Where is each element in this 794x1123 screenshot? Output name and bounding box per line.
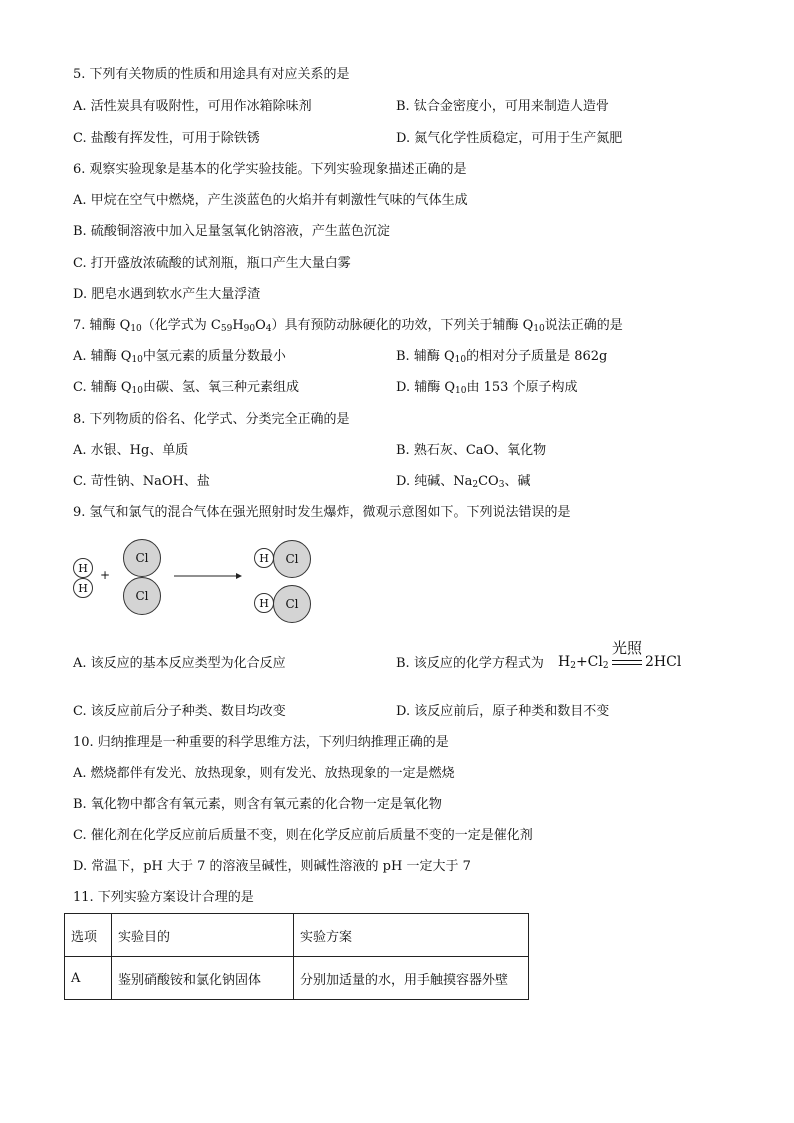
table-header-cell: 选项: [65, 914, 112, 957]
q7-option-a: A. 辅酶 $Q_{10}$中氢元素的质量分数最小: [73, 349, 286, 365]
q9-option-c: C. 该反应前后分子种类、数目均改变: [73, 704, 286, 719]
chlorine-atom: Cl: [273, 540, 311, 578]
q6-option-c: C. 打开盛放浓硫酸的试剂瓶，瓶口产生大量白雾: [73, 256, 351, 271]
q5-stem: 5. 下列有关物质的性质和用途具有对应关系的是: [73, 67, 350, 82]
table-cell: A: [65, 957, 112, 1000]
q10-option-c: C. 催化剂在化学反应前后质量不变，则在化学反应前后质量不变的一定是催化剂: [73, 828, 533, 843]
q10-option-a: A. 燃烧都伴有发光、放热现象，则有发光、放热现象的一定是燃烧: [73, 766, 455, 781]
q9-option-b: B. 该反应的化学方程式为: [396, 656, 544, 671]
q9-option-d: D. 该反应前后，原子种类和数目不变: [396, 704, 610, 719]
chlorine-atom: Cl: [123, 539, 161, 577]
reaction-condition: 光照: [612, 639, 643, 657]
q11-stem: 11. 下列实验方案设计合理的是: [73, 890, 254, 905]
q6-stem: 6. 观察实验现象是基本的化学实验技能。下列实验现象描述正确的是: [73, 162, 467, 177]
hydrogen-atom: H: [254, 593, 274, 613]
plus-sign: +: [100, 568, 111, 582]
q5-option-c: C. 盐酸有挥发性，可用于除铁锈: [73, 131, 260, 146]
q5-option-d: D. 氮气化学性质稳定，可用于生产氮肥: [396, 131, 623, 146]
hydrogen-atom: H: [73, 578, 93, 598]
q8-option-d: D. 纯碱、$Na_2CO_3$、碱: [396, 474, 531, 490]
table-cell: 鉴别硝酸铵和氯化钠固体: [112, 957, 294, 1000]
q10-option-b: B. 氧化物中都含有氧元素，则含有氧元素的化合物一定是氧化物: [73, 797, 442, 812]
q10-option-d: D. 常温下，pH 大于 7 的溶液呈碱性，则碱性溶液的 pH 一定大于 7: [73, 859, 471, 874]
q10-stem: 10. 归纳推理是一种重要的科学思维方法，下列归纳推理正确的是: [73, 735, 449, 750]
q8-option-c: C. 苛性钠、NaOH、盐: [73, 474, 210, 489]
table-row: [65, 957, 529, 1000]
q8-stem: 8. 下列物质的俗名、化学式、分类完全正确的是: [73, 412, 350, 427]
chlorine-atom: Cl: [123, 577, 161, 615]
q9-stem: 9. 氢气和氯气的混合气体在强光照射时发生爆炸，微观示意图如下。下列说法错误的是: [73, 505, 571, 520]
hydrogen-atom: H: [254, 548, 274, 568]
equals-sign: [612, 660, 642, 665]
q7-option-c: C. 辅酶 $Q_{10}$由碳、氢、氧三种元素组成: [73, 380, 300, 396]
chlorine-atom: Cl: [273, 585, 311, 623]
q9-option-a: A. 该反应的基本反应类型为化合反应: [73, 656, 286, 671]
table-header-row: [65, 914, 529, 957]
table-header-cell: 实验方案: [294, 914, 529, 957]
equation-product: 2HCl: [645, 654, 682, 670]
table-header-cell: 实验目的: [112, 914, 294, 957]
table-cell: 分别加适量的水，用手触摸容器外壁: [294, 957, 529, 1000]
q8-option-b: B. 熟石灰、CaO、氧化物: [396, 443, 547, 458]
hydrogen-atom: H: [73, 558, 93, 578]
q5-option-b: B. 钛合金密度小，可用来制造人造骨: [396, 99, 609, 114]
q5-option-a: A. 活性炭具有吸附性，可用作冰箱除味剂: [73, 99, 312, 114]
experiment-table: [64, 913, 529, 1000]
q7-option-d: D. 辅酶 $Q_{10}$由 153 个原子构成: [396, 380, 578, 396]
q7-option-b: B. 辅酶 $Q_{10}$的相对分子质量是 862g: [396, 349, 608, 365]
q6-option-a: A. 甲烷在空气中燃烧，产生淡蓝色的火焰并有刺激性气味的气体生成: [73, 193, 468, 208]
q6-option-d: D. 肥皂水遇到软水产生大量浮渣: [73, 287, 261, 302]
q7-stem: 7. 辅酶 $Q_{10}$（化学式为 $C_{59}H_{90}O_4$）具有预防动脉硬化的功效，下列关于辅酶 $Q_{10}$说法正确的是: [73, 318, 623, 334]
q6-option-b: B. 硫酸铜溶液中加入足量氢氧化钠溶液，产生蓝色沉淀: [73, 224, 390, 239]
reaction-arrow-icon: [174, 571, 242, 581]
q8-option-a: A. 水银、Hg、单质: [73, 443, 189, 458]
